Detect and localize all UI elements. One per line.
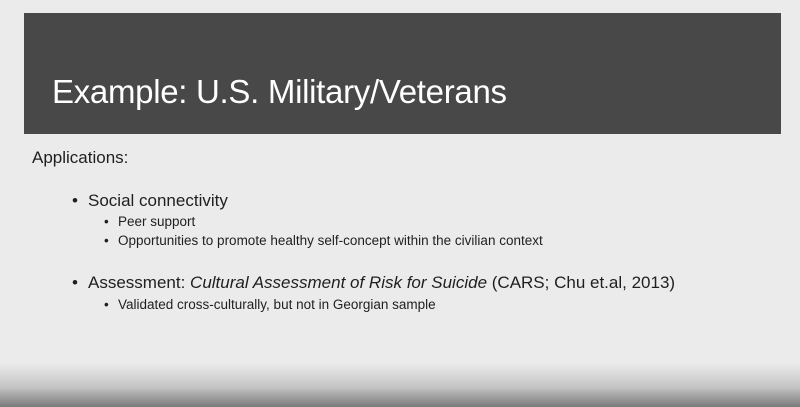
bullet-text-suffix: (CARS; Chu et.al, 2013) bbox=[487, 273, 676, 292]
bullet-text-prefix: Assessment: bbox=[88, 273, 191, 292]
bullet-dot: • bbox=[72, 191, 78, 210]
bullet-dot: • bbox=[72, 273, 78, 292]
subbullet-dot: • bbox=[104, 233, 109, 248]
bullet-text-italic: Cultural Assessment of Risk for Suicide bbox=[190, 273, 488, 292]
bullet-social-connectivity bbox=[72, 191, 228, 211]
subbullet-opportunities bbox=[104, 233, 543, 248]
bullet-assessment bbox=[72, 273, 675, 293]
subbullet-validated bbox=[104, 297, 436, 312]
bullet-text: Social connectivity bbox=[88, 191, 228, 210]
subbullet-dot: • bbox=[104, 214, 109, 229]
subbullet-peer-support bbox=[104, 214, 195, 229]
section-heading: Applications: bbox=[32, 148, 129, 167]
slide-title: Example: U.S. Military/Veterans bbox=[52, 73, 507, 110]
subbullet-text: Opportunities to promote healthy self-concept within the civilian context bbox=[118, 233, 543, 248]
video-bottom-gradient bbox=[0, 363, 800, 407]
subbullet-text: Peer support bbox=[118, 214, 196, 229]
subbullet-text: Validated cross-culturally, but not in Georgian sample bbox=[118, 297, 436, 312]
subbullet-dot: • bbox=[104, 297, 109, 312]
